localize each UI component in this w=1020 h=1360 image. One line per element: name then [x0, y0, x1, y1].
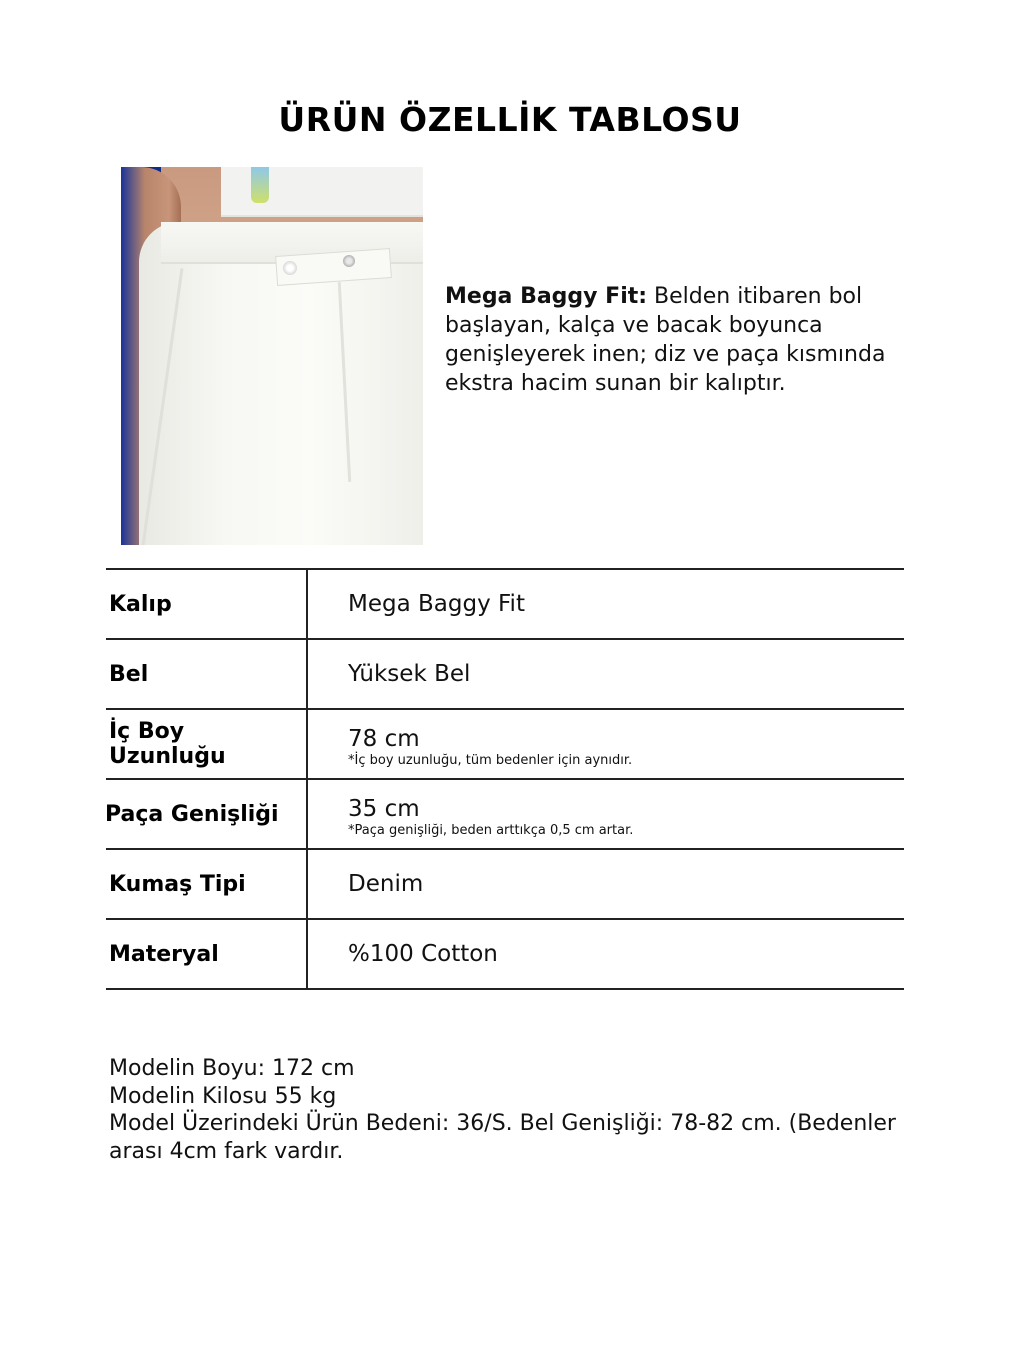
- table-row: [106, 920, 904, 990]
- spec-value: [308, 570, 904, 638]
- table-row: [106, 640, 904, 710]
- fit-description: [445, 282, 925, 398]
- fit-description-lead: Mega Baggy Fit:: [445, 284, 648, 309]
- spec-value: [308, 640, 904, 708]
- spec-value: [308, 710, 904, 778]
- spec-table: [106, 568, 904, 990]
- spec-label: [106, 780, 308, 848]
- shirt-print: [251, 167, 269, 203]
- model-height: Modelin Boyu: 172 cm: [109, 1056, 355, 1081]
- spec-label: Materyal: [106, 920, 308, 988]
- jeans-button-icon: [283, 261, 297, 275]
- spec-note: *İç boy uzunluğu, tüm bedenler için aynıdır.: [348, 753, 633, 768]
- model-info: [109, 1055, 909, 1165]
- spec-label: Bel: [106, 640, 308, 708]
- spec-value: [308, 920, 904, 988]
- spec-label-text: Paça Genişliği: [105, 801, 279, 827]
- spec-note: *Paça genişliği, beden arttıkça 0,5 cm artar.: [348, 823, 634, 838]
- spec-value-text: Mega Baggy Fit: [348, 591, 525, 617]
- table-row: [106, 570, 904, 640]
- spec-label: Kalıp: [106, 570, 308, 638]
- product-image: [121, 167, 423, 545]
- model-size-info: Model Üzerindeki Ürün Bedeni: 36/S. Bel Genişliği: 78-82 cm. (Bedenler arası 4cm fark vardır.: [109, 1111, 896, 1164]
- page-title: ÜRÜN ÖZELLİK TABLOSU: [278, 100, 742, 139]
- spec-value-text: 78 cm: [348, 726, 420, 752]
- jeans-button-icon: [343, 255, 355, 267]
- spec-value-text: 35 cm: [348, 796, 420, 822]
- fit-description-text: Belden itibaren bol başlayan, kalça ve bacak boyunca genişleyerek inen; diz ve paça kısmında ekstra hacim sunan bir kalıptır.: [445, 284, 886, 396]
- spec-value: [308, 780, 904, 848]
- table-row: [106, 710, 904, 780]
- spec-value-text: Yüksek Bel: [348, 661, 471, 687]
- spec-label: İç Boy Uzunluğu: [106, 710, 308, 778]
- table-row: [106, 780, 904, 850]
- model-weight: Modelin Kilosu 55 kg: [109, 1083, 337, 1109]
- spec-value: [308, 850, 904, 918]
- spec-label: Kumaş Tipi: [106, 850, 308, 918]
- spec-value-text: %100 Cotton: [348, 941, 498, 967]
- spec-value-text: Denim: [348, 871, 424, 897]
- table-row: [106, 850, 904, 920]
